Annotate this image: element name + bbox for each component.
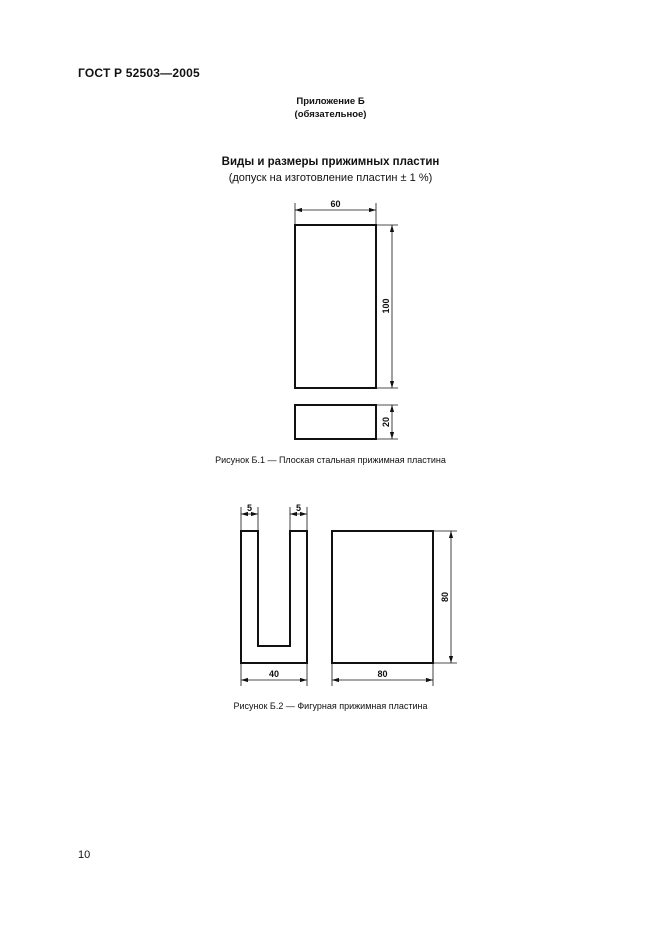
dimension-thickness-20 — [377, 405, 398, 439]
dimension-rect-height-80 — [434, 531, 457, 663]
figure-1-drawing — [295, 199, 398, 439]
dimension-left-wall-5 — [241, 503, 258, 530]
dim-label-thickness: 20 — [381, 416, 391, 428]
figure-2-caption: Рисунок Б.2 — Фигурная прижимная пластина — [233, 701, 428, 711]
figure-1-caption: Рисунок Б.1 — Плоская стальная прижимная пластина — [215, 455, 446, 465]
dimension-height-100 — [377, 225, 398, 388]
dim-label-height: 100 — [381, 298, 391, 314]
dimension-width-60 — [295, 199, 376, 224]
dimension-u-width-40 — [241, 664, 307, 686]
section-subtitle: (допуск на изготовление пластин ± 1 %) — [228, 172, 433, 184]
dim-label-right-wall: 5 — [295, 503, 302, 513]
document-number: ГОСТ Р 52503—2005 — [78, 66, 200, 80]
figured-plate-side-view — [332, 531, 433, 663]
section-title: Виды и размеры прижимных пластин — [221, 156, 440, 168]
dim-label-left-wall: 5 — [246, 503, 253, 513]
figure-2-drawing — [241, 503, 457, 686]
dim-label-width: 60 — [330, 199, 341, 209]
appendix-title: Приложение Б — [296, 96, 365, 107]
dimension-right-wall-5 — [290, 503, 307, 530]
flat-plate-side-view — [295, 405, 376, 439]
dimension-rect-width-80 — [332, 664, 433, 686]
flat-plate-front-view — [295, 225, 376, 388]
dim-label-rect-width: 80 — [377, 669, 388, 679]
appendix-status: (обязательное) — [294, 109, 367, 120]
u-shaped-plate — [241, 531, 307, 663]
page-number: 10 — [78, 849, 91, 861]
dim-label-u-width: 40 — [268, 669, 280, 679]
dim-label-rect-height: 80 — [440, 591, 450, 603]
